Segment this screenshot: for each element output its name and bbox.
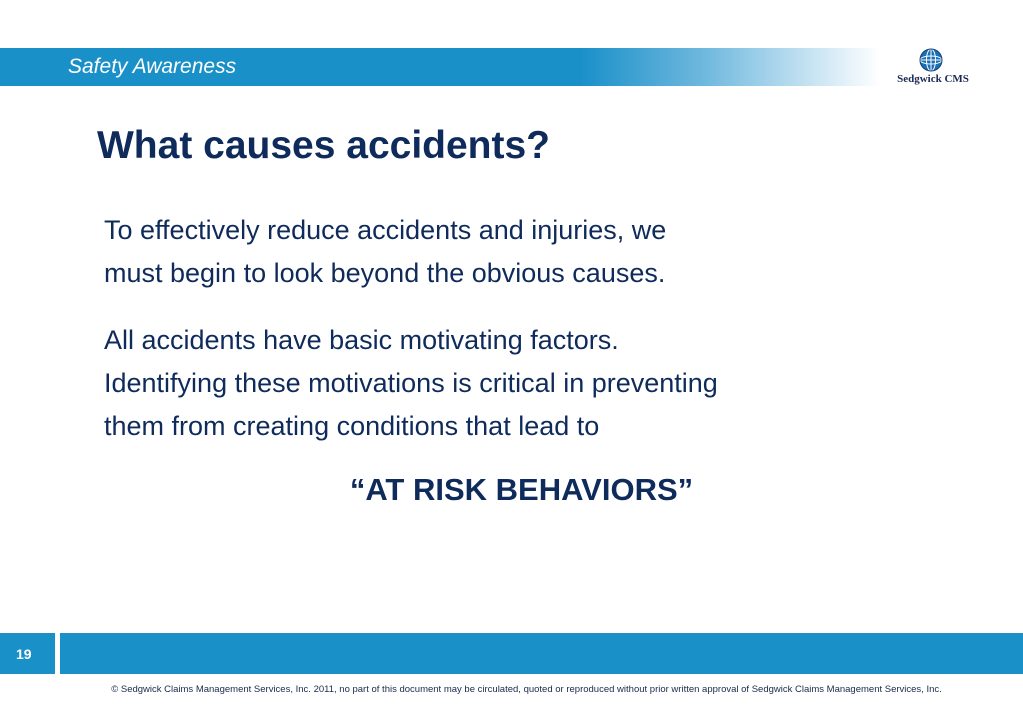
globe-icon <box>919 48 943 72</box>
footer-band <box>0 633 1023 674</box>
slide-title: What causes accidents? <box>97 124 550 167</box>
page-number: 19 <box>16 646 32 662</box>
paragraph-line: Identifying these motivations is critical in preventing <box>104 368 718 398</box>
logo-text: Sedgwick CMS <box>897 73 969 85</box>
paragraph-line: To effectively reduce accidents and injuries, we <box>104 215 667 245</box>
paragraph-2 <box>104 319 964 448</box>
emphasis-text: “AT RISK BEHAVIORS” <box>349 472 694 507</box>
company-logo <box>893 48 973 94</box>
paragraph-line: must begin to look beyond the obvious causes. <box>104 258 666 288</box>
header-title: Safety Awareness <box>68 55 237 78</box>
paragraph-line: them from creating conditions that lead to <box>104 411 600 441</box>
paragraph-1 <box>104 209 964 295</box>
slide-body <box>104 209 964 448</box>
copyright-notice: © Sedgwick Claims Management Services, Inc. 2011, no part of this document may be circulated, quoted or reproduced without prior written approval of Sedgwick Claims Management Services, Inc. <box>111 684 942 695</box>
paragraph-line: All accidents have basic motivating factors. <box>104 325 619 355</box>
